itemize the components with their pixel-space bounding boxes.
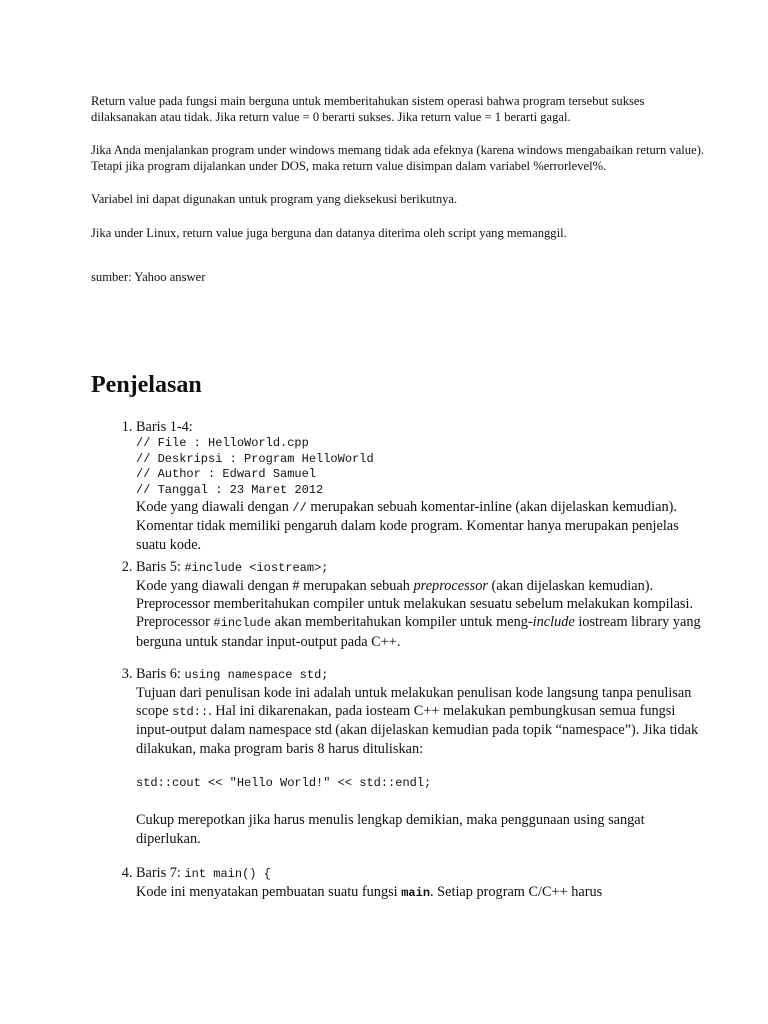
text-run: (akan dijelaskan kemudian). Preprocessor memberitahukan compiler untuk melakukan sesuatu sebelum melakukan kompilasi. Preprocessor — [136, 578, 694, 631]
explanation-list — [111, 418, 706, 902]
item-description — [136, 577, 706, 651]
text-run: . Setiap program C/C++ harus — [430, 883, 603, 900]
text-run: akan memberitahukan kompiler untuk meng- — [271, 614, 533, 631]
list-item-1 — [136, 418, 706, 554]
text-run: Kode yang diawali dengan — [136, 499, 293, 516]
intro-paragraph-4: Jika under Linux, return value juga berguna dan datanya diterima oleh script yang memanggil. — [91, 225, 567, 240]
text-run: . Hal ini dikarenakan, pada iosteam C++ melakukan pembungkusan semua fungsi input-output dalam namespace std (akan dijelaskan kemudian pada topik “namespace”). Jika tidak dilakukan, maka program baris 8 harus dituliskan: — [136, 703, 699, 757]
list-item-3 — [136, 665, 706, 848]
code-comment-block — [136, 436, 706, 498]
code-line: // Deskripsi : Program HelloWorld — [136, 451, 374, 466]
item-followup: Cukup merepotkan jika harus menulis lengkap demikian, maka penggunaan using sangat diperlukan. — [136, 812, 645, 847]
item-description — [136, 498, 706, 554]
item-label-code: #include <iostream>; — [184, 560, 329, 575]
emphasis-text: preprocessor — [413, 578, 488, 595]
item-label: Baris 7: — [136, 864, 185, 881]
item-label-code: using namespace std; — [184, 667, 329, 682]
text-run: Kode ini menyatakan pembuatan suatu fungsi — [136, 883, 402, 900]
emphasis-text: include — [532, 614, 575, 631]
intro-section — [91, 94, 711, 303]
text-run: merupakan sebuah komentar-inline (akan dijelaskan kemudian). Komentar tidak memiliki pengaruh dalam kode program. Komentar hanya merupakan penjelas suatu kode. — [136, 499, 679, 553]
text-run: iostream library yang berguna untuk standar input-output pada C++. — [136, 614, 701, 650]
intro-paragraph-2: Jika Anda menjalankan program under windows memang tidak ada efeknya (karena windows mengabaikan return value). Tetapi jika program dijalankan under DOS, maka return value disimpan dalam variabel %errorlevel%. — [91, 143, 705, 173]
intro-paragraph-3: Variabel ini dapat digunakan untuk program yang dieksekusi berikutnya. — [91, 192, 458, 207]
code-snippet: std::cout << "Hello World!" << std::endl; — [136, 775, 432, 790]
item-description — [136, 684, 706, 758]
text-run: Kode yang diawali dengan # merupakan sebuah — [136, 578, 414, 595]
source-note: sumber: Yahoo answer — [91, 269, 206, 284]
item-label-code: int main() { — [184, 866, 271, 881]
intro-paragraph-1: Return value pada fungsi main berguna untuk memberitahukan sistem operasi bahwa program tersebut sukses dilaksanakan atau tidak. Jika return value = 0 berarti sukses. Jika return value = 1 berarti gagal. — [91, 94, 645, 124]
code-line: // Author : Edward Samuel — [136, 467, 317, 482]
inline-code: main — [401, 885, 431, 900]
inline-code: #include — [213, 616, 272, 631]
item-label: Baris 5: — [136, 558, 185, 575]
item-description — [136, 883, 706, 902]
list-item-4 — [136, 864, 706, 902]
list-item-2 — [136, 558, 706, 651]
item-label: Baris 6: — [136, 665, 185, 682]
item-label: Baris 1-4: — [136, 419, 193, 435]
inline-code: std:: — [172, 705, 209, 720]
text-run: Tujuan dari penulisan kode ini adalah untuk melakukan penulisan kode langsung tanpa penulisan scope — [136, 685, 692, 720]
code-line: // Tanggal : 23 Maret 2012 — [136, 482, 324, 497]
inline-code: // — [292, 501, 307, 516]
code-line: // File : HelloWorld.cpp — [136, 436, 309, 451]
section-heading: Penjelasan — [91, 372, 202, 398]
